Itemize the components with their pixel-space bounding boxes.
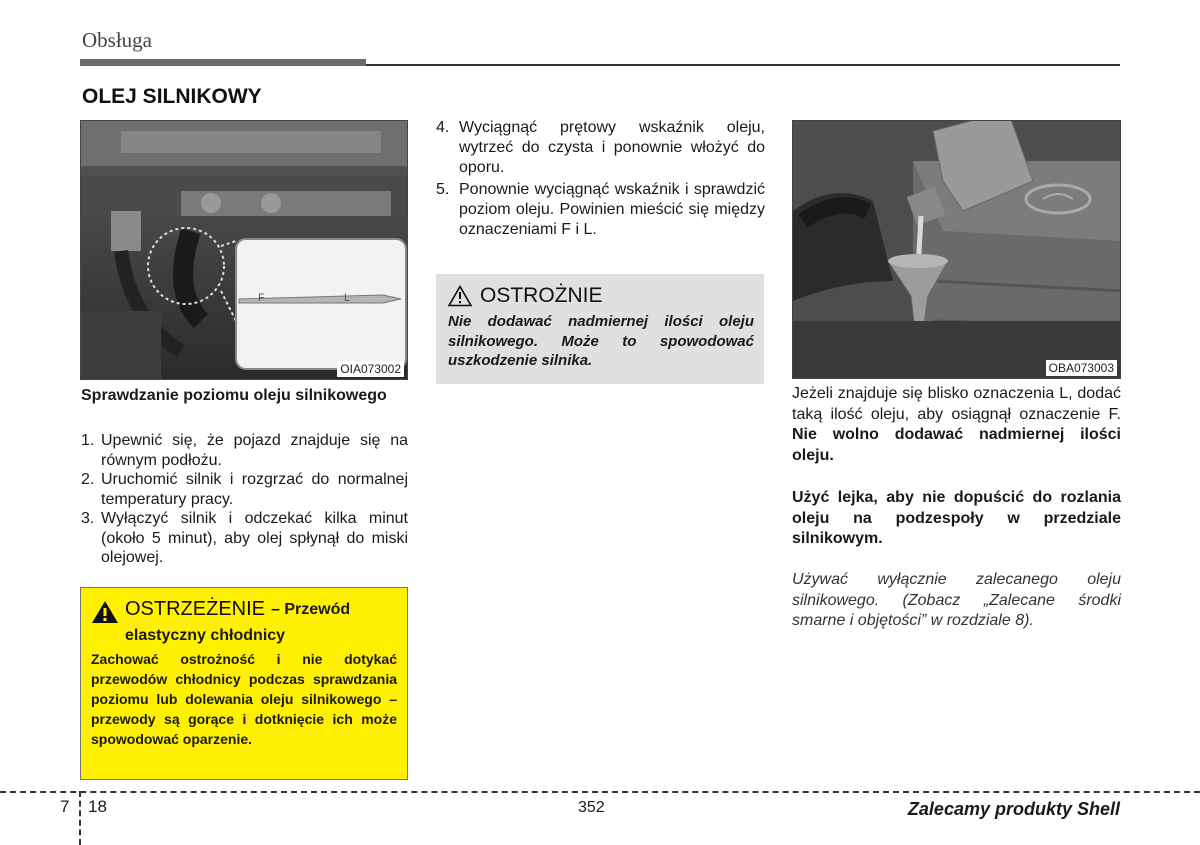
- footer-divider: [0, 791, 1200, 793]
- list-item: 2. Uruchomić silnik i rozgrzać do normalnej temperatury pracy.: [81, 471, 408, 508]
- warning-title: OSTRZEŻENIE: [125, 598, 266, 620]
- warning-subtitle: elastyczny chłodnicy: [125, 627, 286, 644]
- oil-funnel-photo: [792, 120, 1121, 379]
- header-bar: [80, 59, 366, 66]
- page-number: 18: [88, 797, 107, 816]
- header-rule: [366, 64, 1120, 66]
- list-item: 3. Wyłączyć silnik i odczekać kilka minut (około 5 minut), aby olej spłynął do miski olejowej.: [81, 510, 408, 566]
- chapter-number: 7: [60, 797, 70, 816]
- caution-box: [436, 274, 764, 384]
- footer-vertical-divider: [79, 791, 81, 845]
- add-oil-paragraph: Jeżeli znajduje się blisko oznaczenia L, dodać taką ilość oleju, aby osiągnął oznaczenie F. Nie wolno dodawać nadmiernej ilości oleju.: [792, 385, 1121, 464]
- dipstick-mark-f: F: [258, 292, 265, 304]
- photo-code: OIA073002: [337, 361, 404, 377]
- check-heading: Sprawdzanie poziomu oleju silnikowego: [81, 387, 387, 404]
- caution-header: [448, 284, 754, 308]
- list-item: 5. Ponownie wyciągnąć wskaźnik i sprawdzić poziom oleju. Powinien mieścić się między oznaczeniami F i L.: [436, 181, 765, 238]
- footer-slogan: Zalecamy produkty Shell: [907, 799, 1120, 819]
- engine-dipstick-photo: [80, 120, 408, 380]
- list-item: 1. Upewnić się, że pojazd znajduje się na równym podłożu.: [81, 432, 408, 469]
- caution-title: OSTROŻNIE: [480, 284, 603, 307]
- section-title: OLEJ SILNIKOWY: [82, 85, 262, 108]
- dipstick-mark-l: L: [344, 292, 351, 304]
- warning-box: [80, 587, 408, 780]
- photo-code: OBA073003: [1046, 360, 1117, 376]
- steps-list-a: [81, 431, 408, 568]
- warning-suffix: – Przewód: [271, 601, 351, 618]
- list-item: 4. Wyciągnąć prętowy wskaźnik oleju, wytrzeć do czysta i ponownie włożyć do oporu.: [436, 119, 765, 176]
- sheet-number: 352: [578, 799, 605, 816]
- recommended-oil-paragraph: Używać wyłącznie zalecanego oleju silnikowego. (Zobacz „Zalecane środki smarne i objętości” w rozdziale 8).: [792, 571, 1121, 629]
- caution-triangle-icon: [448, 285, 472, 307]
- warning-header: [91, 598, 397, 624]
- header-title: Obsługa: [82, 28, 152, 52]
- funnel-paragraph: Użyć lejka, aby nie dopuścić do rozlania oleju na podzespoły w przedziale silnikowym.: [792, 489, 1121, 547]
- warning-body: Zachować ostrożność i nie dotykać przewodów chłodnicy podczas sprawdzania poziomu lub dolewania oleju silnikowego – przewody są gorące i dotknięcie ich może spowodować oparzenie.: [91, 651, 397, 747]
- warning-triangle-icon: [91, 600, 119, 624]
- steps-list-b: [436, 118, 765, 240]
- caution-body: Nie dodawać nadmiernej ilości oleju silnikowego. Może to spowodować uszkodzenie silnika.: [448, 313, 754, 369]
